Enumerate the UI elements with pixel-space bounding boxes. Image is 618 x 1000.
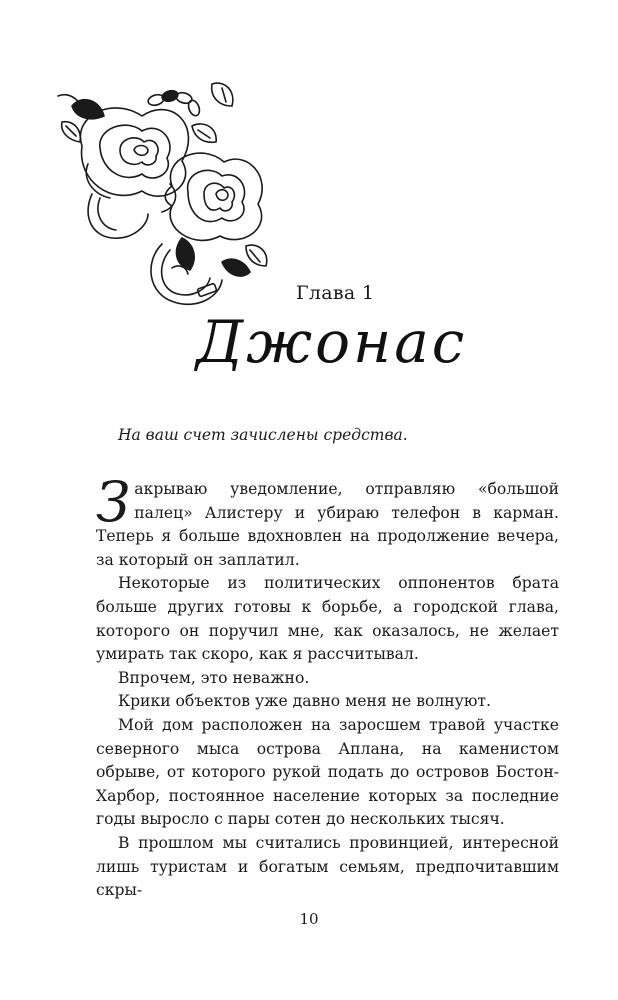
paragraph-6: В прошлом мы считались провинцией, интересной лишь туристам и богатым семьям, предпочитавшим скры- xyxy=(96,833,559,900)
paragraph-5: Мой дом расположен на заросшем травой участке северного мыса острова Аплана, на каменистом обрыве, от которого рукой подать до островов Бостон-Харбор, постоянное население которых за последние годы выросло с пары сотен до нескольких тысяч. xyxy=(96,715,559,829)
body-text xyxy=(96,470,559,903)
page-number: 10 xyxy=(299,910,319,928)
paragraph-2: Некоторые из политических оппонентов брата больше других готовы к борьбе, а городской глава, которого он поручил мне, как оказалось, не желает умирать так скоро, как я рассчитывал. xyxy=(96,574,559,664)
drop-cap: З xyxy=(96,470,131,534)
paragraph-1-text: акрываю уведомление, отправляю «большой палец» Алистеру и убираю телефон в карман. Теперь я больше вдохновлен на продолжение вечера, за который он заплатил. xyxy=(96,480,559,569)
paragraph-3: Впрочем, это неважно. xyxy=(118,668,310,687)
paragraph-1 xyxy=(96,470,559,572)
chapter-title: Джонас xyxy=(196,308,468,376)
paragraph-4: Крики объектов уже давно меня не волнуют. xyxy=(118,692,492,711)
notification-text: На ваш счет зачислены средства. xyxy=(118,426,408,444)
roses-handcuffs-illustration xyxy=(52,66,284,312)
chapter-label: Глава 1 xyxy=(296,282,375,304)
